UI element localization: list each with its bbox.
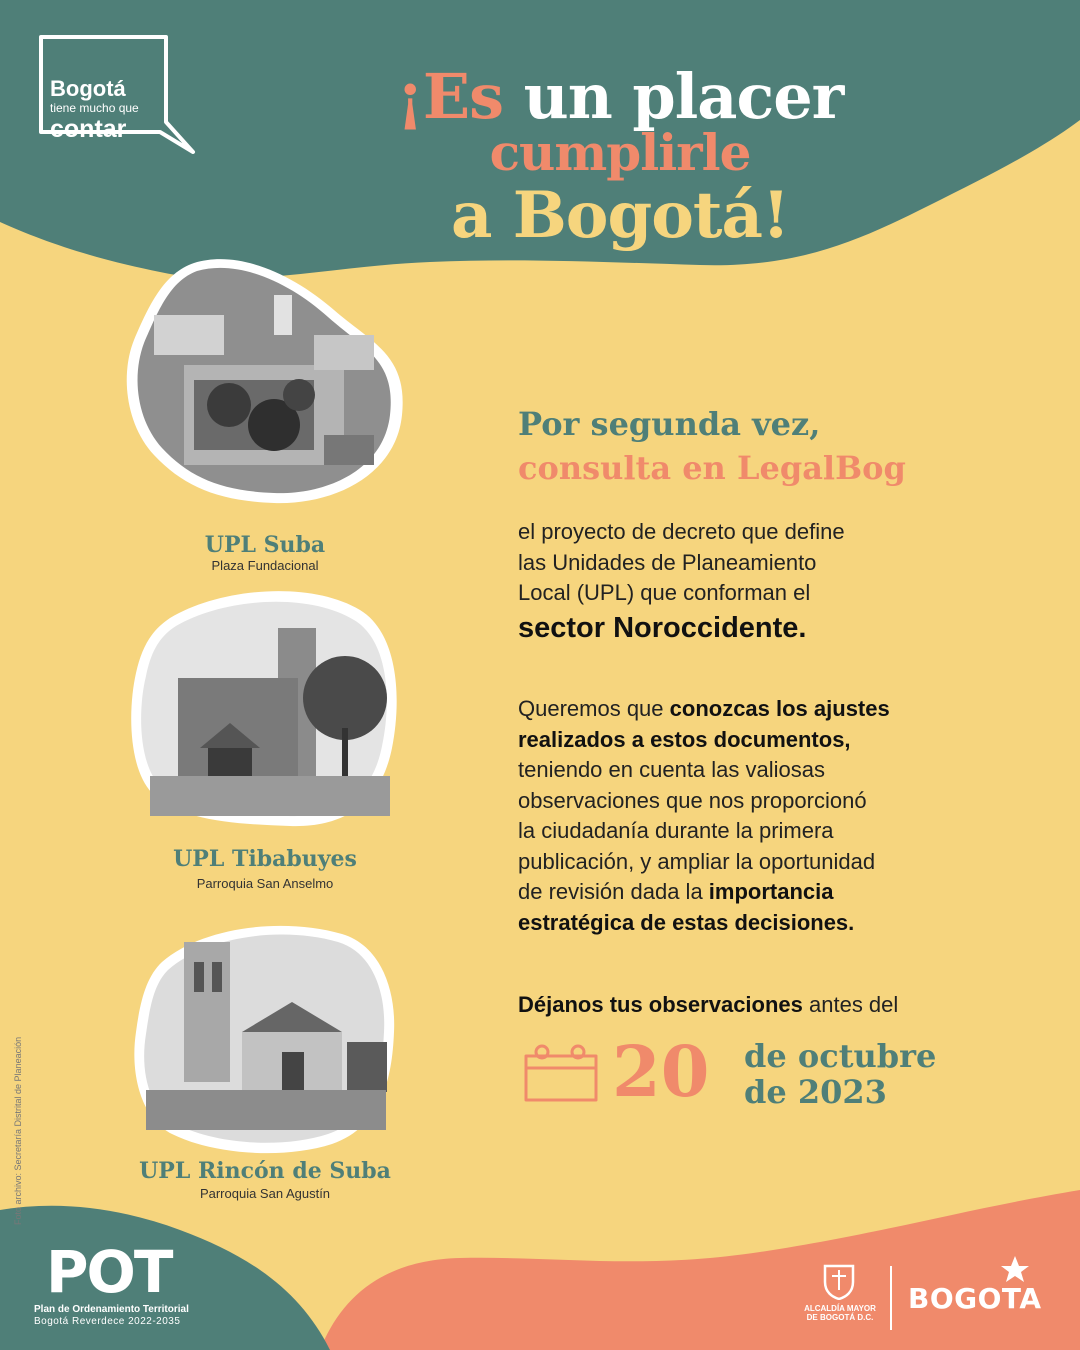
alcaldia-line1: ALCALDÍA MAYOR (804, 1304, 876, 1313)
calendar-icon (522, 1042, 602, 1104)
star-icon (1000, 1255, 1030, 1285)
pot-logo (34, 1238, 204, 1332)
photo-suba-plaza (124, 255, 406, 520)
deadline-year: de 2023 (744, 1073, 887, 1111)
paragraph-decree (518, 517, 845, 609)
adj-l3: teniendo en cuenta las valiosas (518, 757, 825, 782)
logo-line2: tiene mucho que (50, 101, 139, 115)
headline-es: ¡Es (396, 60, 504, 133)
caption-title-tibabuyes: UPL Tibabuyes (173, 846, 357, 872)
deadline-normal: antes del (802, 992, 899, 1017)
decree-line3: Local (UPL) que conforman el (518, 580, 811, 605)
adj-l7-bold: importancia (708, 879, 834, 904)
photo-rincon-church (132, 922, 397, 1154)
caption-title-suba: UPL Suba (204, 532, 326, 558)
logo-line1: Bogotá (50, 76, 126, 101)
deadline-sentence (518, 990, 898, 1021)
adj-l1-bold: conozcas los ajustes (669, 696, 890, 721)
headline-line1 (300, 60, 940, 133)
logo-divider (890, 1266, 892, 1330)
paragraph-adjustments (518, 694, 890, 938)
deadline-day: 20 (612, 1030, 710, 1113)
deadline-bold: Déjanos tus observaciones (518, 992, 803, 1017)
intro-line1: Por segunda vez, (518, 405, 821, 443)
adj-l6: publicación, y ampliar la oportunidad (518, 848, 876, 874)
decree-line1: el proyecto de decreto que define (518, 519, 845, 544)
adj-l2-bold: realizados a estos documentos, (518, 726, 851, 752)
headline-line3: a Bogotá! (450, 178, 790, 253)
adj-l1-normal: Queremos que (518, 696, 670, 721)
caption-title-rincon: UPL Rincón de Suba (139, 1158, 391, 1184)
decree-line2: las Unidades de Planeamiento (518, 549, 817, 575)
caption-subtitle-tibabuyes: Parroquia San Anselmo (196, 876, 334, 891)
alcaldia-line2: DE BOGOTÁ D.C. (806, 1313, 874, 1322)
logo-line3: contar (50, 115, 127, 143)
deadline-month: de octubre (744, 1037, 937, 1075)
caption-subtitle-suba: Plaza Fundacional (211, 558, 319, 573)
alcaldia-logo (790, 1262, 890, 1332)
bogota-brand-logo: BOGOTA (908, 1282, 1042, 1315)
photo-tibabuyes-church (130, 588, 400, 833)
adj-l5: la ciudadanía durante la primera (518, 818, 834, 843)
caption-subtitle-rincon: Parroquia San Agustín (199, 1186, 331, 1201)
headline-placer: un placer (523, 60, 844, 133)
photo-credit: Foto archivo: Secretaría Distrital de Planeación (13, 1036, 23, 1225)
pot-line1: Plan de Ordenamiento Territorial (34, 1304, 189, 1315)
bogota-logo (38, 34, 198, 164)
pot-title: POT (46, 1238, 172, 1306)
pot-line2: Bogotá Reverdece 2022-2035 (34, 1316, 181, 1327)
adj-l4: observaciones que nos proporcionó (518, 787, 867, 813)
adj-l7-normal: de revisión dada la (518, 879, 709, 904)
adj-l8-bold: estratégica de estas decisiones. (518, 909, 855, 935)
coat-of-arms-icon (822, 1262, 856, 1300)
intro-line2: consulta en LegalBog (518, 449, 906, 487)
headline-line2: cumplirle (489, 123, 751, 182)
decree-emphasis: sector Noroccidente. (518, 612, 807, 644)
